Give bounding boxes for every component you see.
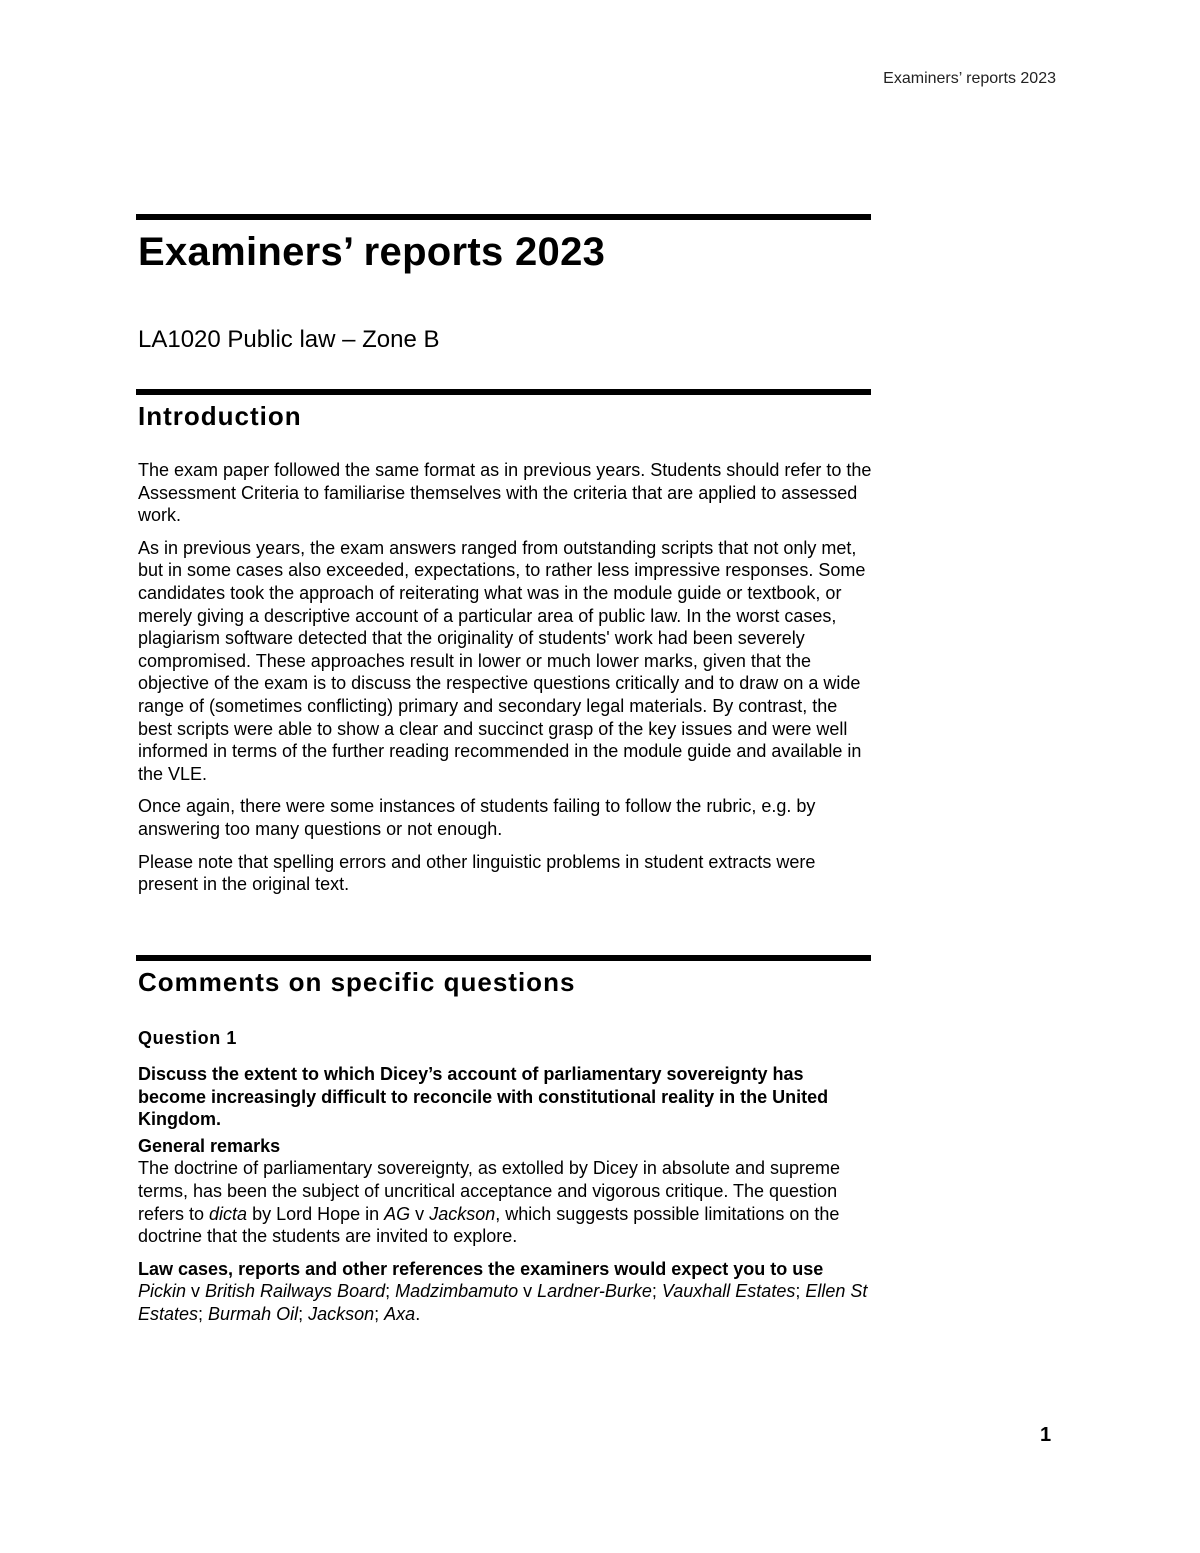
general-italic: dicta xyxy=(209,1203,248,1224)
separator: v xyxy=(186,1281,206,1302)
question-section xyxy=(138,1028,873,1336)
case-name: Madzimbamuto xyxy=(395,1281,519,1302)
case-name: Vauxhall Estates xyxy=(661,1281,796,1302)
general-text: v xyxy=(410,1203,430,1224)
question-label: Question 1 xyxy=(138,1028,238,1048)
case-name: Pickin xyxy=(138,1281,187,1302)
case-name: Jackson xyxy=(429,1203,496,1224)
intro-paragraph: The exam paper followed the same format as in previous years. Students should refer to the Assessment Criteria to familiarise themselves with the criteria that are applied to assessed work. xyxy=(138,460,872,526)
case-name: Axa xyxy=(384,1303,416,1324)
case-name: British Railways Board xyxy=(205,1281,386,1302)
general-text: The doctrine of parliamentary sovereignty, as extolled by Dicey in absolute and supreme terms, has been the subject of uncritical acceptance and vigorous critique. The question refers to xyxy=(138,1158,841,1224)
general-text: by Lord Hope in xyxy=(247,1203,385,1224)
comments-rule xyxy=(136,955,871,961)
separator: v xyxy=(518,1281,538,1302)
intro-paragraph: Once again, there were some instances of students failing to follow the rubric, e.g. by answering too many questions or not enough. xyxy=(138,796,816,839)
intro-paragraph: Please note that spelling errors and other linguistic problems in student extracts were present in the original text. xyxy=(138,851,816,895)
question-text: Discuss the extent to which Dicey’s account of parliamentary sovereignty has become increasingly difficult to reconcile with constitutional reality in the United Kingdom. xyxy=(138,1064,829,1130)
introduction-body xyxy=(138,459,873,906)
separator: ; xyxy=(651,1281,662,1302)
comments-heading: Comments on specific questions xyxy=(138,967,576,997)
case-name: Jackson xyxy=(308,1303,375,1324)
introduction-heading: Introduction xyxy=(138,401,302,431)
page-subtitle: LA1020 Public law – Zone B xyxy=(138,326,440,353)
separator: . xyxy=(415,1303,421,1324)
page-title: Examiners’ reports 2023 xyxy=(138,230,606,274)
separator: ; xyxy=(385,1281,396,1302)
case-name: AG xyxy=(384,1203,411,1224)
general-remarks-heading: General remarks xyxy=(138,1135,281,1156)
page-number: 1 xyxy=(1040,1424,1052,1446)
case-name: Burmah Oil xyxy=(208,1303,299,1324)
separator: ; xyxy=(298,1303,309,1324)
separator: ; xyxy=(795,1281,806,1302)
running-header: Examiners’ reports 2023 xyxy=(883,70,1056,87)
general-text: , which suggests possible limitations on the doctrine that the students are invited to explore. xyxy=(138,1203,840,1247)
intro-paragraph: As in previous years, the exam answers ranged from outstanding scripts that not only met, but in some cases also exceeded, expectations, to rather less impressive responses. Some candidates took the approach of reiterating what was in the module guide or textbook, or merely giving a descriptive account of a particular area of public law. In the worst cases, plagiarism software detected that the originality of students' work had been severely compromised. These approaches result in lower or much lower marks, given that the objective of the exam is to discuss the respective questions critically and to draw on a wide range of (sometimes conflicting) primary and secondary legal materials. By contrast, the best scripts were able to show a clear and succinct grasp of the key issues and were well informed in terms of the further reading recommended in the module guide and available in the VLE. xyxy=(138,537,866,784)
general-remarks xyxy=(138,1135,873,1248)
references xyxy=(138,1258,873,1326)
separator: ; xyxy=(198,1303,209,1324)
references-heading: Law cases, reports and other references the examiners would expect you to use xyxy=(138,1258,824,1279)
separator: ; xyxy=(374,1303,385,1324)
intro-rule xyxy=(136,389,871,395)
case-name: Lardner-Burke xyxy=(537,1281,652,1302)
title-top-rule xyxy=(136,214,871,220)
case-name: Ellen St Estates xyxy=(138,1281,868,1324)
